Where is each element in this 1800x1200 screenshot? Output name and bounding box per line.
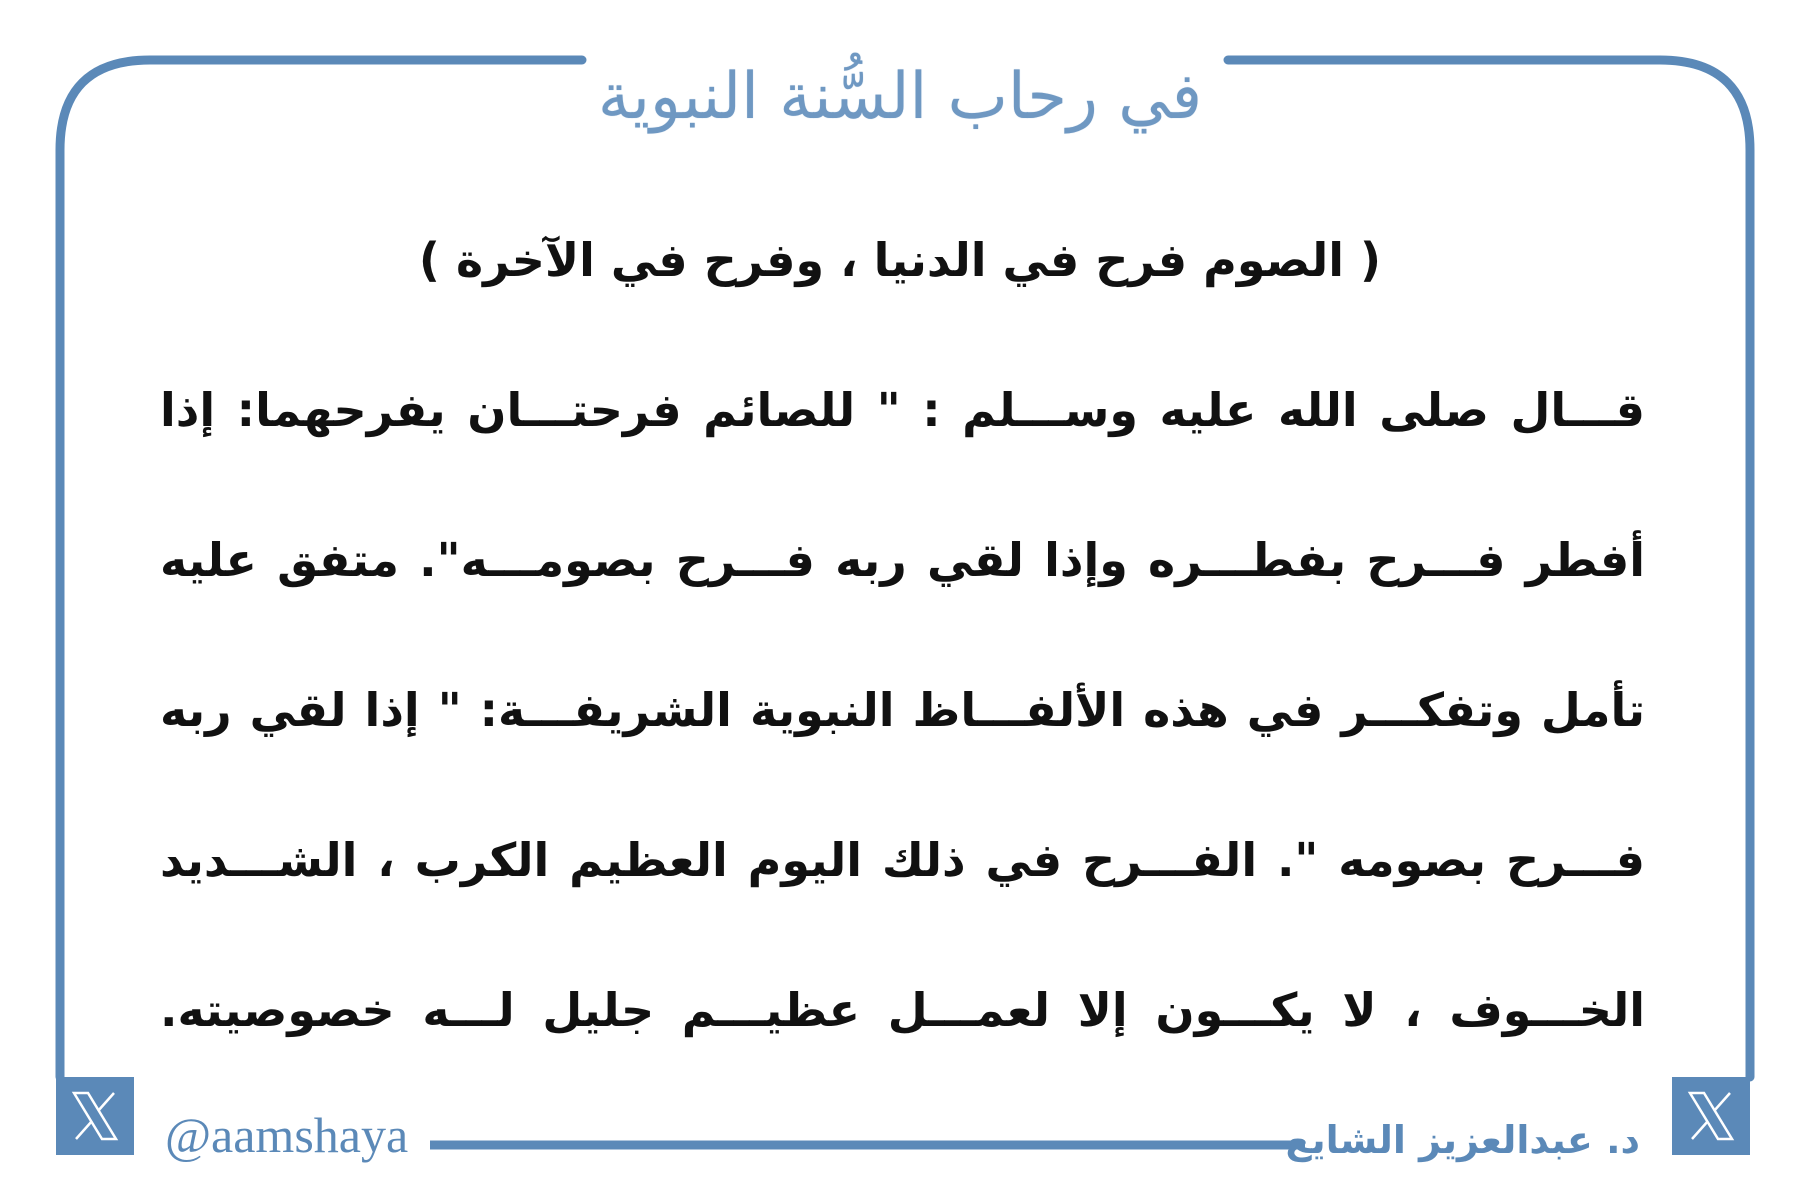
x-logo-icon[interactable] bbox=[1672, 1077, 1750, 1155]
body-line-5: الخـــوف ، لا يكـــون إلا لعمـــل عظيـــم جليل لـــه خصوصيته. bbox=[160, 983, 1645, 1037]
page-subtitle: ( الصوم فرح في الدنيا ، وفرح في الآخرة ) bbox=[418, 233, 1382, 287]
x-logo-glyph-right bbox=[1672, 1077, 1750, 1155]
body-line-1: قـــال صلى الله عليه وســـلم : " للصائم فرحتـــان يفرحهما: إذا bbox=[160, 383, 1645, 437]
body-line-3: تأمل وتفكـــر في هذه الألفـــاظ النبوية الشريفـــة: " إذا لقي ربه bbox=[160, 683, 1645, 737]
body-line-4: فـــرح بصومه ". الفـــرح في ذلك اليوم العظيم الكرب ، الشـــديد bbox=[160, 833, 1645, 887]
x-logo-glyph-left bbox=[56, 1077, 134, 1155]
author-name: د. عبدالعزيز الشايع bbox=[1285, 1118, 1640, 1162]
header-title: في رحاب السُّنة النبوية bbox=[597, 60, 1203, 134]
body-line-2: أفطر فـــرح بفطـــره وإذا لقي ربه فـــرح بصومـــه". متفق عليه bbox=[160, 533, 1645, 587]
social-handle[interactable]: @aamshaya bbox=[165, 1107, 409, 1163]
x-logo-icon[interactable] bbox=[56, 1077, 134, 1155]
